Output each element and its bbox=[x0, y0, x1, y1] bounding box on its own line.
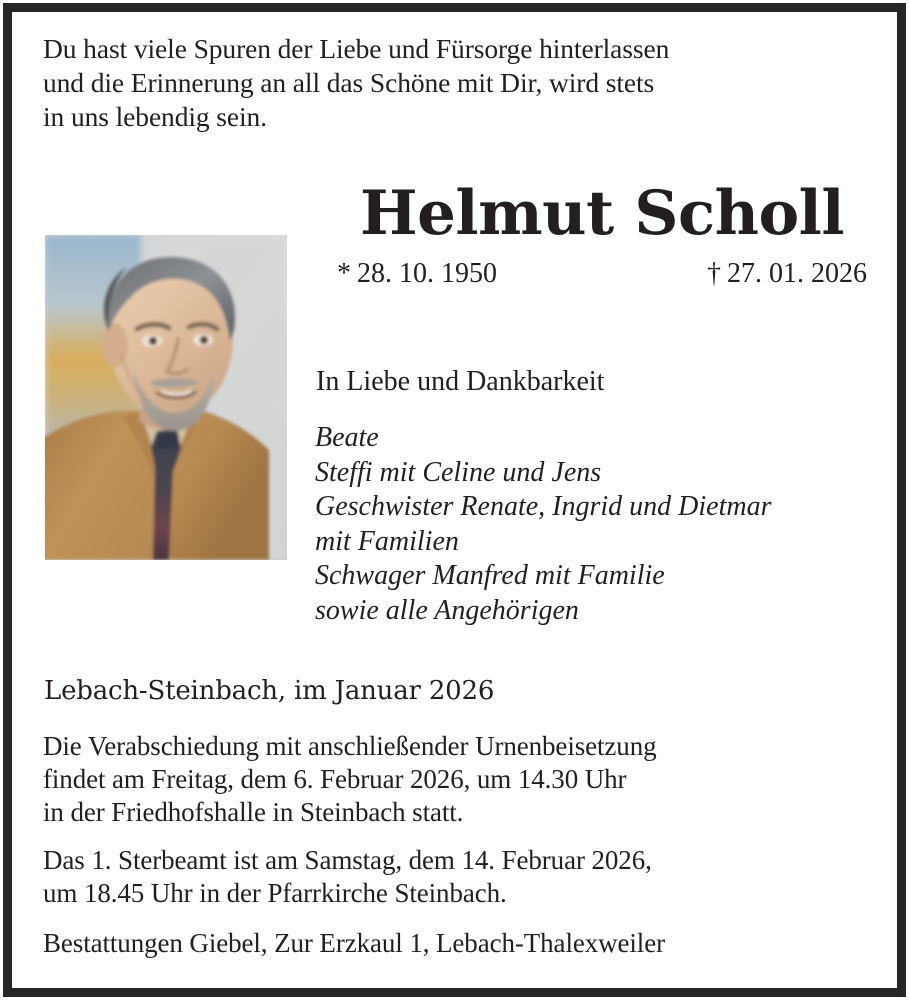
verse-line: in uns lebendig sein. bbox=[43, 101, 267, 132]
memorial-verse bbox=[43, 32, 863, 134]
birth-date bbox=[337, 257, 497, 291]
death-date-value: 27. 01. 2026 bbox=[727, 258, 867, 289]
life-dates bbox=[312, 248, 892, 291]
verse-line: Du hast viele Spuren der Liebe und Fürsorge hinterlassen bbox=[43, 33, 670, 64]
ceremony-line: in der Friedhofshalle in Steinbach statt. bbox=[43, 797, 464, 827]
birth-date-value: 28. 10. 1950 bbox=[357, 258, 497, 289]
place-and-date-line: Lebach-Steinbach, im Januar 2026 bbox=[44, 676, 495, 706]
deceased-name-block bbox=[312, 180, 892, 291]
dedication-line: In Liebe und Dankbarkeit bbox=[316, 366, 605, 397]
deceased-name: Helmut Scholl bbox=[359, 178, 844, 249]
mourner-line: Steffi mit Celine und Jens bbox=[315, 456, 602, 488]
mourners-list bbox=[315, 421, 895, 628]
obituary-notice bbox=[3, 3, 906, 997]
undertaker-line bbox=[43, 927, 873, 960]
ceremony-line: Die Verabschiedung mit anschließender Urnenbeisetzung bbox=[43, 731, 657, 761]
mourner-line: Schwager Manfred mit Familie bbox=[315, 560, 665, 591]
ceremony-line: findet am Freitag, dem 6. Februar 2026, um 14.30 Uhr bbox=[43, 764, 627, 794]
mass-line: um 18.45 Uhr in der Pfarrkirche Steinbach. bbox=[43, 878, 507, 908]
mourner-line: mit Familien bbox=[315, 525, 459, 557]
mourner-line: sowie alle Angehörigen bbox=[315, 594, 579, 626]
ceremony-details bbox=[43, 730, 873, 829]
mourner-line: Beate bbox=[315, 422, 379, 453]
deceased-portrait-photo bbox=[45, 235, 287, 560]
mourner-line: Geschwister Renate, Ingrid und Dietmar bbox=[315, 491, 772, 522]
verse-line: und die Erinnerung an all das Schöne mit Dir, wird stets bbox=[43, 67, 655, 98]
death-cross-icon: † bbox=[707, 258, 721, 289]
birth-star-icon: * bbox=[337, 258, 351, 289]
portrait-image bbox=[45, 235, 287, 560]
memorial-mass-details bbox=[43, 844, 873, 910]
death-date bbox=[707, 257, 867, 291]
mass-line: Das 1. Sterbeamt ist am Samstag, dem 14. Februar 2026, bbox=[43, 845, 652, 875]
undertaker-text: Bestattungen Giebel, Zur Erzkaul 1, Lebach-Thalexweiler bbox=[43, 928, 665, 958]
notice-content bbox=[12, 12, 897, 988]
